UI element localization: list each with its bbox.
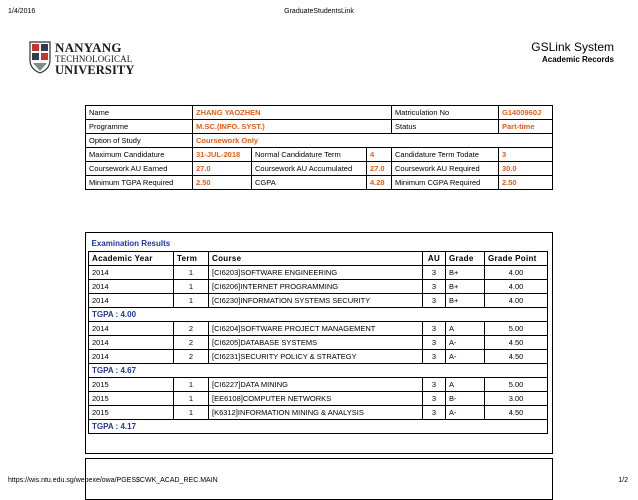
course-cell: [CI6205]DATABASE SYSTEMS [209, 336, 423, 350]
term-cell: 2 [174, 322, 209, 336]
exam-section-row [89, 236, 548, 252]
grade-cell: A- [446, 336, 485, 350]
matric-label: Matriculation No [392, 106, 499, 120]
point-cell: 4.50 [485, 336, 548, 350]
grade-cell: B+ [446, 294, 485, 308]
year-cell: 2015 [89, 378, 174, 392]
option-value: Coursework Only [193, 134, 553, 148]
logo-line-3: UNIVERSITY [55, 63, 135, 77]
min-cgpa-value: 2.50 [499, 176, 553, 190]
exam-section-title: Examination Results [91, 239, 171, 248]
col-term: Term [174, 252, 209, 266]
point-cell: 3.00 [485, 392, 548, 406]
table-row [89, 336, 548, 350]
tgpa-row [89, 364, 548, 378]
max-candidature-value: 31-JUL-2018 [193, 148, 252, 162]
programme-value: M.SC.(INFO. SYST.) [193, 120, 392, 134]
au-accumulated-value: 27.0 [367, 162, 392, 176]
programme-label: Programme [86, 120, 193, 134]
logo-line-2: TECHNOLOGICAL [55, 54, 133, 64]
min-tgpa-label: Minimum TGPA Required [86, 176, 193, 190]
au-required-value: 30.0 [499, 162, 553, 176]
grade-cell: A [446, 378, 485, 392]
au-cell: 3 [423, 266, 446, 280]
print-url: https://wis.ntu.edu.sg/webexe/owa/PGES$CWK_ACAD_REC.MAIN [8, 477, 218, 484]
tgpa-row [89, 308, 548, 322]
logo-line-1: NANYANG [55, 40, 122, 55]
year-cell: 2015 [89, 392, 174, 406]
term-cell: 1 [174, 280, 209, 294]
exam-header-row [89, 252, 548, 266]
exam-results-table [88, 236, 548, 434]
year-cell: 2014 [89, 350, 174, 364]
max-candidature-label: Maximum Candidature [86, 148, 193, 162]
au-cell: 3 [423, 406, 446, 420]
grade-cell: B- [446, 392, 485, 406]
year-cell: 2014 [89, 336, 174, 350]
year-cell: 2014 [89, 266, 174, 280]
status-value: Part-time [499, 120, 553, 134]
cgpa-label: CGPA [252, 176, 367, 190]
point-cell: 4.50 [485, 350, 548, 364]
year-cell: 2014 [89, 294, 174, 308]
grade-cell: B+ [446, 266, 485, 280]
university-logo [28, 40, 148, 80]
normal-term-value: 4 [367, 148, 392, 162]
au-required-label: Coursework AU Required [392, 162, 499, 176]
min-tgpa-value: 2.50 [193, 176, 252, 190]
grade-cell: A- [446, 350, 485, 364]
table-row [89, 406, 548, 420]
course-cell: [K6312]INFORMATION MINING & ANALYSIS [209, 406, 423, 420]
cgpa-value: 4.28 [367, 176, 392, 190]
system-subtitle: Academic Records [541, 55, 614, 64]
course-cell: [CI6227]DATA MINING [209, 378, 423, 392]
au-earned-label: Coursework AU Earned [86, 162, 193, 176]
au-cell: 3 [423, 280, 446, 294]
student-info-table [85, 105, 553, 190]
col-grade: Grade [446, 252, 485, 266]
point-cell: 4.00 [485, 280, 548, 294]
course-cell: [CI6204]SOFTWARE PROJECT MANAGEMENT [209, 322, 423, 336]
tgpa-value: TGPA : 4.17 [89, 420, 548, 434]
point-cell: 4.50 [485, 406, 548, 420]
tgpa-value: TGPA : 4.67 [89, 364, 548, 378]
au-accumulated-label: Coursework AU Accumulated [252, 162, 367, 176]
col-grade-point: Grade Point [485, 252, 548, 266]
course-cell: [CI6203]SOFTWARE ENGINEERING [209, 266, 423, 280]
col-course: Course [209, 252, 423, 266]
term-cell: 1 [174, 406, 209, 420]
print-date: 1/4/2016 [8, 8, 36, 15]
term-cell: 1 [174, 294, 209, 308]
term-cell: 2 [174, 350, 209, 364]
year-cell: 2014 [89, 280, 174, 294]
au-cell: 3 [423, 350, 446, 364]
au-cell: 3 [423, 392, 446, 406]
au-cell: 3 [423, 294, 446, 308]
matric-number: G1400960J [499, 106, 553, 120]
tgpa-value: TGPA : 4.00 [89, 308, 548, 322]
table-row [89, 266, 548, 280]
info-row [86, 162, 553, 176]
status-label: Status [392, 120, 499, 134]
grade-cell: B+ [446, 280, 485, 294]
col-au: AU [423, 252, 446, 266]
info-row [86, 120, 553, 134]
table-row [89, 350, 548, 364]
normal-term-label: Normal Candidature Term [252, 148, 367, 162]
au-cell: 3 [423, 322, 446, 336]
course-cell: [CI6206]INTERNET PROGRAMMING [209, 280, 423, 294]
ntu-crest-icon [28, 40, 52, 74]
au-cell: 3 [423, 378, 446, 392]
info-row [86, 134, 553, 148]
student-name: ZHANG YAOZHEN [193, 106, 392, 120]
system-title: GSLink System [531, 40, 614, 54]
point-cell: 5.00 [485, 378, 548, 392]
table-row [89, 378, 548, 392]
option-label: Option of Study [86, 134, 193, 148]
info-row [86, 176, 553, 190]
print-page-title: GraduateStudentsLink [284, 8, 354, 15]
au-earned-value: 27.0 [193, 162, 252, 176]
table-row [89, 280, 548, 294]
term-cell: 1 [174, 378, 209, 392]
point-cell: 4.00 [485, 266, 548, 280]
term-cell: 1 [174, 266, 209, 280]
term-cell: 1 [174, 392, 209, 406]
table-row [89, 322, 548, 336]
info-row [86, 106, 553, 120]
term-cell: 2 [174, 336, 209, 350]
course-cell: [EE6108]COMPUTER NETWORKS [209, 392, 423, 406]
table-row [89, 294, 548, 308]
info-row [86, 148, 553, 162]
course-cell: [CI6231]SECURITY POLICY & STRATEGY [209, 350, 423, 364]
year-cell: 2014 [89, 322, 174, 336]
tgpa-row [89, 420, 548, 434]
term-todate-value: 3 [499, 148, 553, 162]
name-label: Name [86, 106, 193, 120]
point-cell: 4.00 [485, 294, 548, 308]
col-academic-year: Academic Year [89, 252, 174, 266]
term-todate-label: Candidature Term Todate [392, 148, 499, 162]
year-cell: 2015 [89, 406, 174, 420]
au-cell: 3 [423, 336, 446, 350]
min-cgpa-label: Minimum CGPA Required [392, 176, 499, 190]
page-number: 1/2 [618, 477, 628, 484]
table-row [89, 392, 548, 406]
course-cell: [CI6230]INFORMATION SYSTEMS SECURITY [209, 294, 423, 308]
point-cell: 5.00 [485, 322, 548, 336]
grade-cell: A- [446, 406, 485, 420]
grade-cell: A [446, 322, 485, 336]
